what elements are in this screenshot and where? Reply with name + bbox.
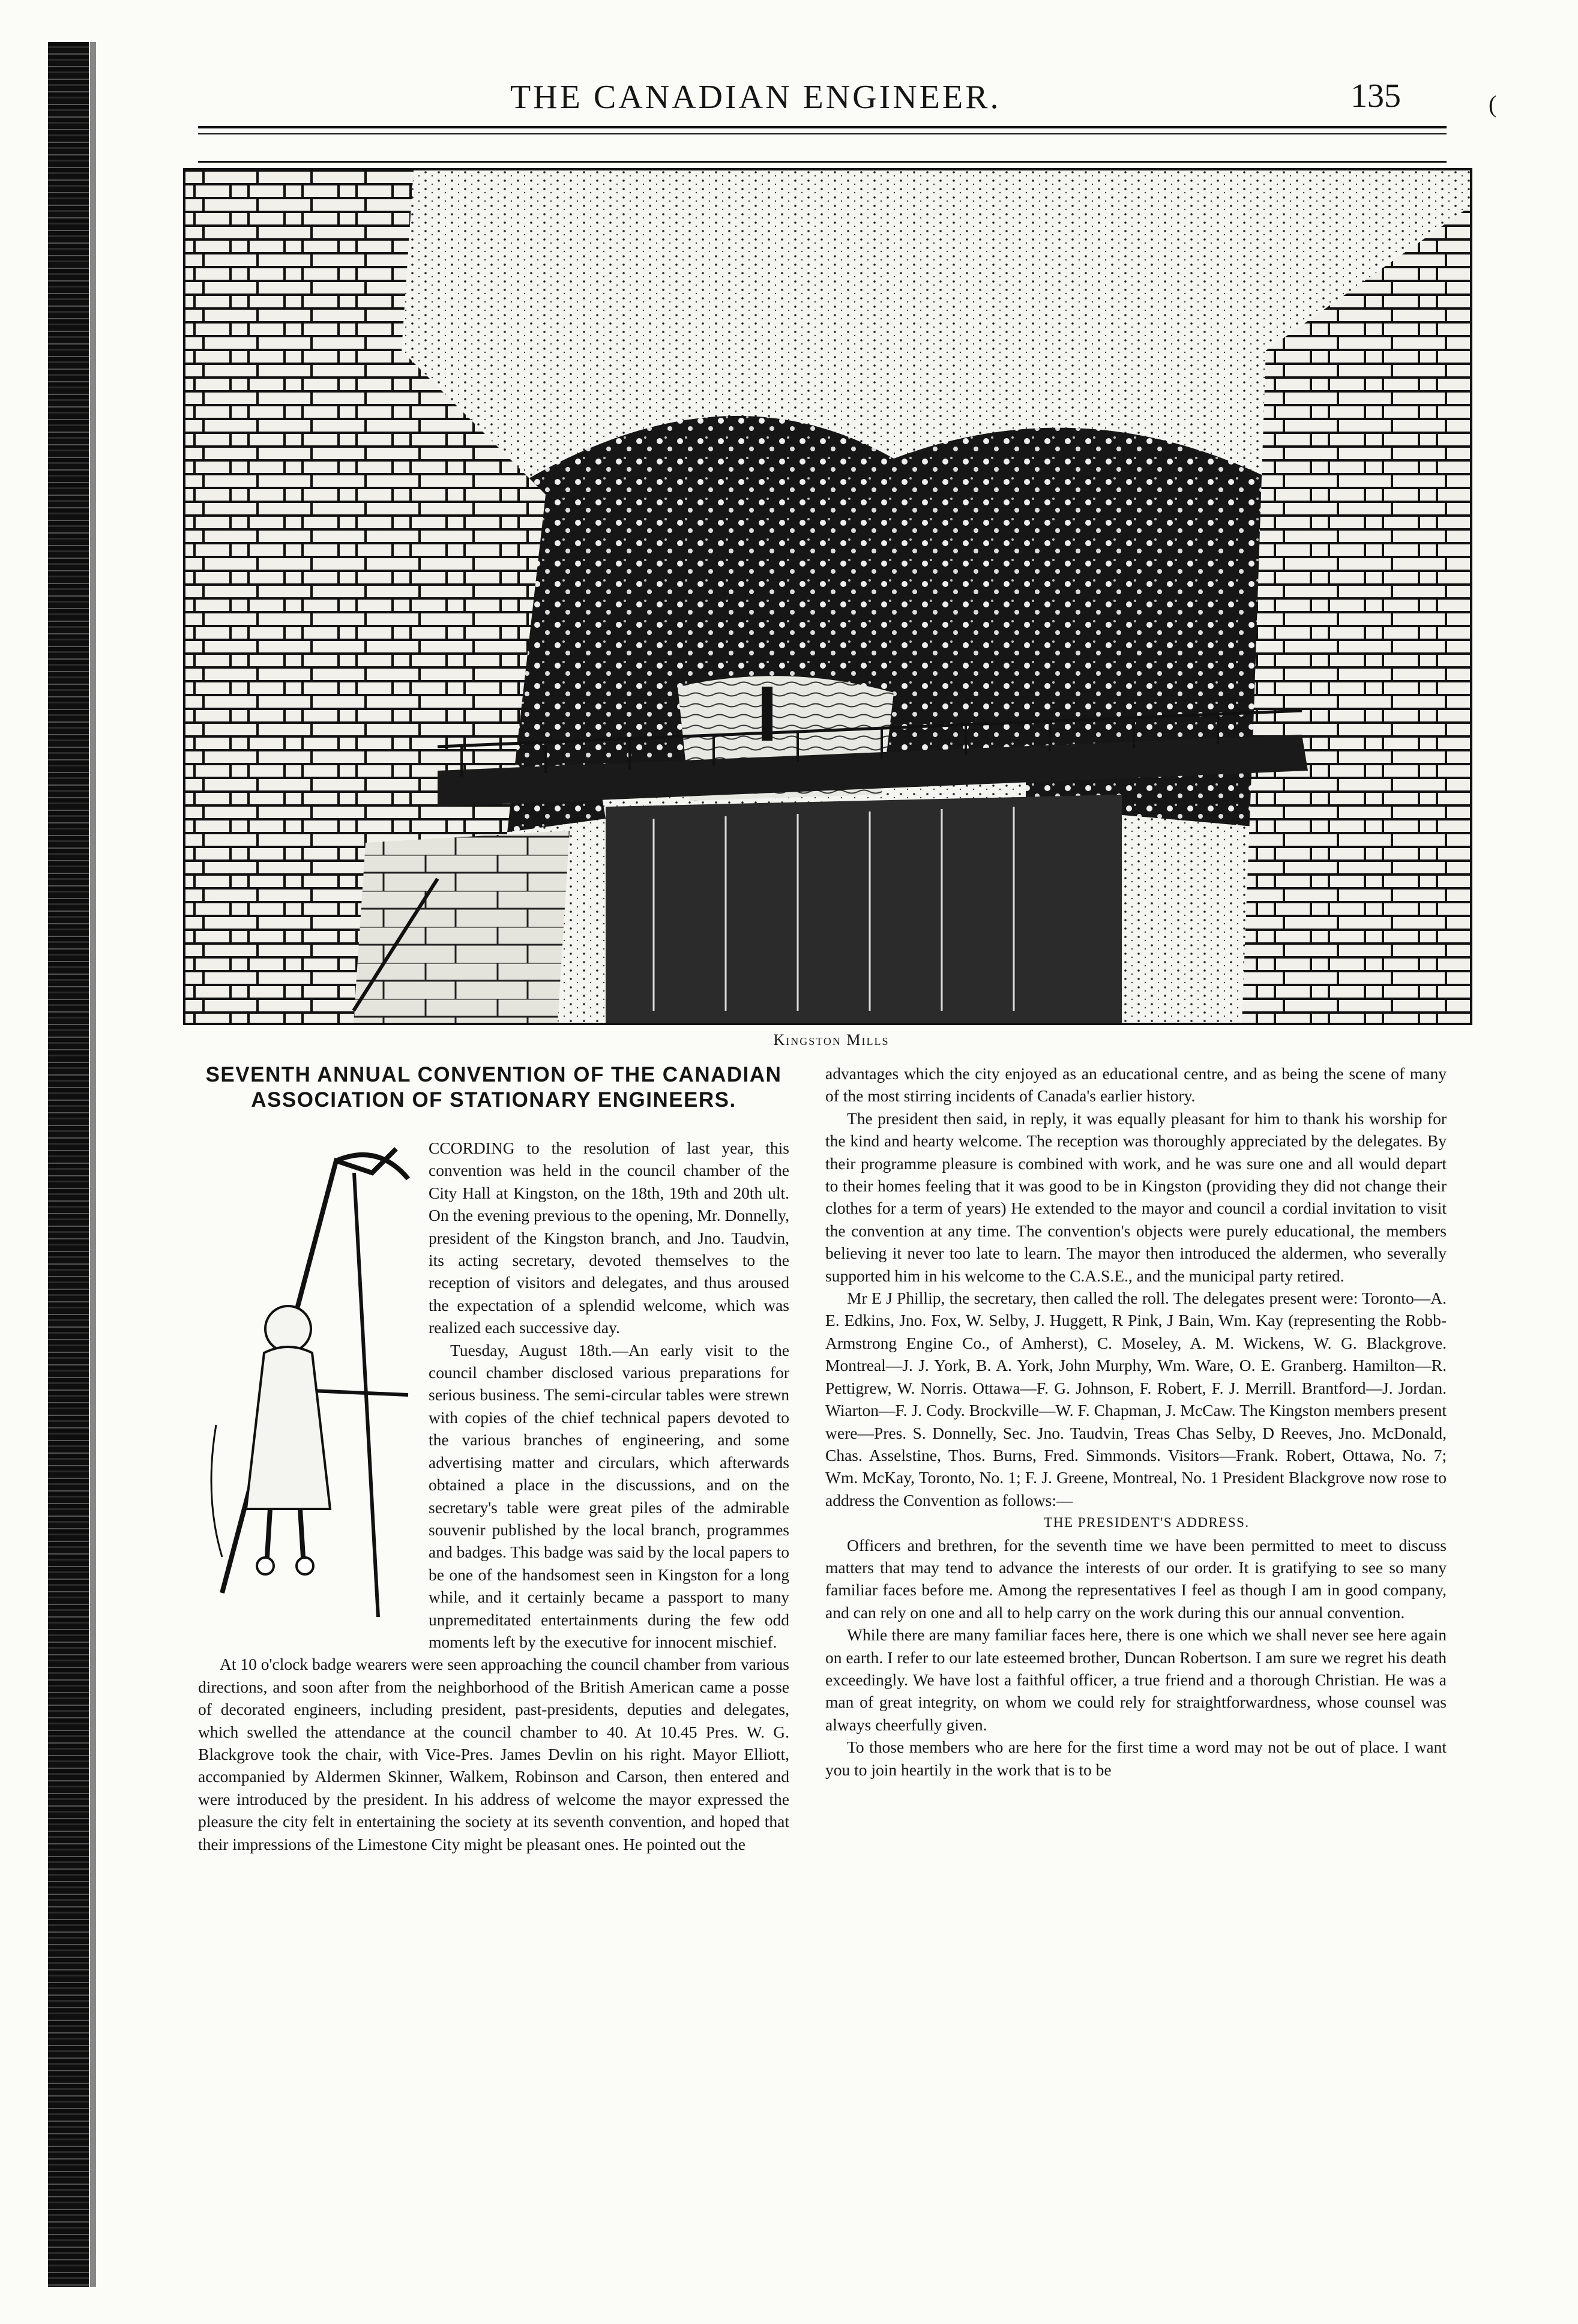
article-paragraph: Officers and brethren, for the seventh time we have been permitted to meet to discuss matters that may tend to advance the interests of our order. It is gratifying to see so many familiar faces before me. Among the representatives I feel as though I am in good company, and can rely on one and all to help carry on the work during this our annual convention. xyxy=(825,1535,1447,1622)
figure-caption: Kingston Mills xyxy=(773,1031,890,1049)
left-column xyxy=(198,1062,789,1855)
article-paragraph: To those members who are here for the first time a word may not be out of place. I want you to join heartily in the work that is to be xyxy=(825,1738,1447,1779)
article-paragraph: Mr E J Phillip, the secretary, then called the roll. The delegates present were: Toronto—A. E. Edkins, Jno. Fox, W. Selby, J. Huggett, R Pink, J Bain, Wm. Kay (representing the Robb-Armstrong Engine Co., of Amherst), C. Moseley, A. M. Wickens, W. G. Blackgrove. Montreal—J. J. York, B. A. York, John Murphy, Wm. Ware, O. E. Granberg. Hamilton—R. Pettigrew, W. Norris. Ottawa—F. G. Johnson, F. Robert, F. J. Merrill. Brantford—J. Jordan. Wiarton—F. J. Cody. Brockville—W. F. Chapman, J. McCaw. The Kingston members present were—Pres. S. Donnelly, Sec. Jno. Taudvin, Treas Chas Selby, D Reeves, Jno. McDonald, Chas. Asselstine, Thos. Burns, Fred. Simmonds. Visitors—Frank. Robert, Ottawa, No. 7; Wm. McKay, Toronto, No. 1; F. J. Greene, Montreal, No. 1 President Blackgrove now rose to address the Convention as follows:— xyxy=(825,1289,1447,1510)
article-paragraph: Tuesday, August 18th.—An early visit to the council chamber disclosed various preparations for serious business. The semi-circular tables were strewn with copies of the chief technical papers devoted to the various branches of engineering, and some advertising matter and circulars, which afterwards obtained a place in the discussions, and on the secretary's table were great piles of the admirable souvenir published by the local branch, programmes and badges. This badge was said by the local papers to be one of the handsomest seen in Kingston for a long while, and it certainly became a passport to many unpremeditated entertainments during the few odd moments left by the executive for innocent mischief. xyxy=(429,1340,789,1651)
margin-mark: ( xyxy=(1489,91,1497,118)
article-title: SEVENTH ANNUAL CONVENTION OF THE CANADIAN ASSOCIATION OF STATIONARY ENGINEERS. xyxy=(205,1063,782,1112)
figure-top-rule xyxy=(198,161,1447,163)
page-binding-shadow xyxy=(90,42,96,2287)
page-number: 135 xyxy=(1351,77,1401,115)
section-heading: THE PRESIDENT'S ADDRESS. xyxy=(1044,1515,1250,1531)
decorative-initial-a-illustration xyxy=(198,1137,420,1641)
article-paragraph: The president then said, in reply, it was equally pleasant for him to thank his worship for the kind and hearty welcome. The reception was thoroughly appreciated by the delegates. By their programme pleasure is combined with work, and he was sure one and all would depart to their homes feeling that it was good to be in Kingston (providing they did not change their clothes for a term of years) He extended to the mayor and council a cordial invitation to visit the convention at any time. The convention's objects were purely educational, the members believing it never too late to learn. The mayor then introduced the aldermen, who severally supported him in his welcome to the C.A.S.E., and the municipal party retired. xyxy=(825,1109,1447,1285)
header-rule xyxy=(198,126,1447,128)
kingston-mills-engraving xyxy=(183,168,1472,1025)
header-rule xyxy=(198,133,1447,134)
article-paragraph: advantages which the city enjoyed as an educational centre, and as being the scene of many of the most stirring incidents of Canada's earlier history. xyxy=(825,1064,1447,1106)
running-header-title: THE CANADIAN ENGINEER. xyxy=(510,79,1001,116)
page-binding-edge xyxy=(48,42,89,2287)
article-paragraph: At 10 o'clock badge wearers were seen approaching the council chamber from various directions, and soon after from the neighborhood of the British American came a posse of decorated engineers, including president, past-presidents, deputies and delegates, which swelled the attendance at the council chamber to 40. At 10.45 Pres. W. G. Blackgrove took the chair, with Vice-Pres. James Devlin on his right. Mayor Elliott, accompanied by Aldermen Skinner, Walkem, Robinson and Carson, then entered and were introduced by the president. In his address of welcome the mayor expressed the pleasure the city felt in entertaining the society at its seventh convention, and hoped that their impressions of the Limestone City might be pleasant ones. He pointed out the xyxy=(198,1655,789,1853)
article-paragraph: CCORDING to the resolution of last year, this convention was held in the council chamber of the City Hall at Kingston, on the 18th, 19th and 20th ult. On the evening previous to the opening, Mr. Donnelly, president of the Kingston branch, and Jno. Taudvin, its acting secretary, devoted themselves to the reception of visitors and delegates, and thus aroused the expectation of a splendid welcome, which was realized each successive day. xyxy=(429,1139,789,1337)
right-column xyxy=(825,1062,1447,1781)
article-paragraph: While there are many familiar faces here, there is one which we shall never see here again on earth. I refer to our late esteemed brother, Duncan Robertson. I am sure we regret his death exceedingly. We have lost a faithful officer, a true friend and a thorough Christian. He was a man of great integrity, on whom we could rely for straightforwardness, whose counsel was always cheerfully given. xyxy=(825,1625,1447,1734)
